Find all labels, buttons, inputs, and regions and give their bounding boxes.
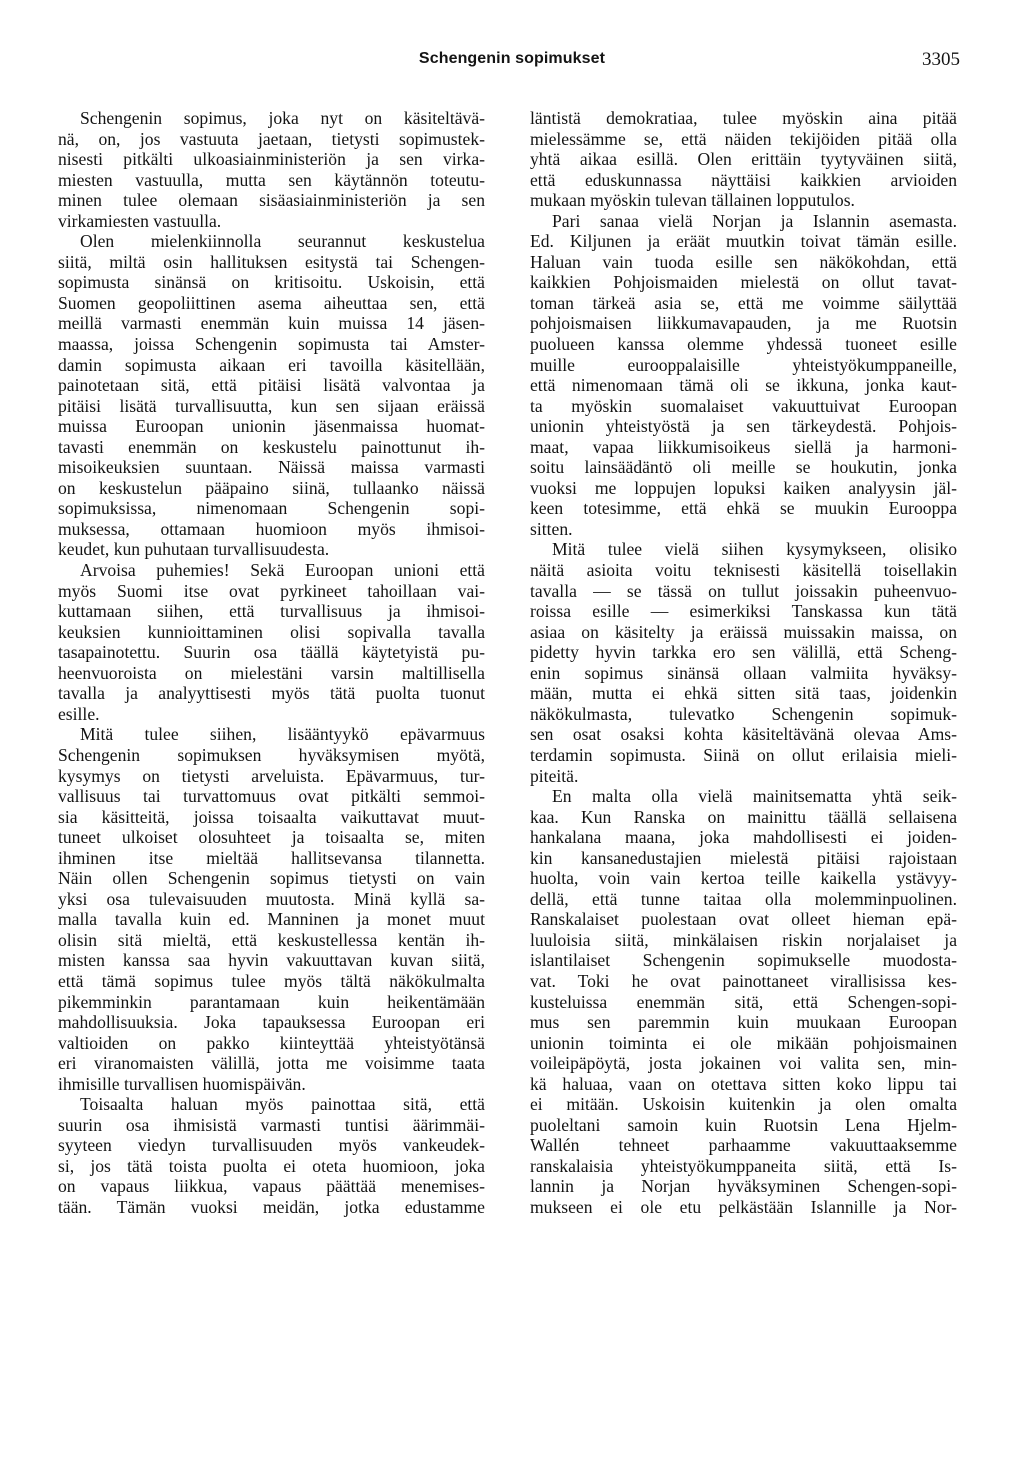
left-column-line: virkamiesten vastuulla. [58, 210, 222, 231]
right-text-column [530, 108, 957, 1218]
left-column-line: ihmisille turvallisen huomispäivän. [58, 1073, 306, 1094]
left-column-line: tavalla ja analyyttisesti myös tätä puolta tuonut [58, 683, 485, 704]
right-column-line: islantilaiset Schengenin sopimukselle muodosta- [530, 950, 957, 971]
right-column-line: Ed. Kiljunen ja eräät muutkin toivat tämän esille. [530, 231, 957, 252]
right-column-line: dellä, että tunne taitaa olla molemminpuolinen. [530, 888, 957, 909]
right-column-line: Ranskalaiset puolestaan ovat olleet hieman epä- [530, 909, 957, 930]
right-column-line: ranskalaisia yhteistyökumppaneita siitä, että Is- [530, 1155, 957, 1176]
right-column-line: pidetty hyvin tarkka ero sen välillä, että Scheng- [530, 642, 957, 663]
left-column-line: keudet, kun puhutaan turvallisuudesta. [58, 539, 330, 560]
right-column-line: hankalana maana, joka mahdollisesti ei joiden- [530, 827, 957, 848]
left-column-line: nisesti pitkälti ulkoasiainministeriön ja sen virka- [58, 149, 485, 170]
left-column-line: eri viranomaisten välillä, jotta me voisimme taata [58, 1053, 485, 1074]
left-column-line: maassa, joissa Schengenin sopimusta tai Amster- [58, 334, 485, 355]
left-column-line: Olen mielenkiinnolla seurannut keskustelua [80, 231, 485, 252]
right-column-line: toman tärkeä asia se, että me voimme säilyttää [530, 292, 957, 313]
right-column-line: Pari sanaa vielä Norjan ja Islannin asemasta. [552, 210, 957, 231]
left-column-line: Arvoisa puhemies! Sekä Euroopan unioni että [80, 560, 485, 581]
right-column-line: kaikkien Pohjoismaiden mielestä on ollut tavat- [530, 272, 957, 293]
left-column-line: pitäisi lisätä turvallisuutta, kun sen sijaan eräissä [58, 395, 485, 416]
left-column-line: yksi osa tulevaisuuden muutosta. Minä kyllä sa- [58, 888, 485, 909]
right-column-line: sitten. [530, 518, 573, 539]
right-column-line: unionin yhteistyöstä ja sen tärkeydestä. Pohjois- [530, 416, 957, 437]
right-column-line: mukseen ei ole etu pelkästään Islannille ja Nor- [530, 1196, 957, 1217]
left-column-line: malla tavalla kuin ed. Manninen ja monet muut [58, 909, 485, 930]
left-column-line: kysymys on tietysti arveluista. Epävarmuus, tur- [58, 765, 485, 786]
left-column-line: tasapainotettu. Suurin osa täällä käytetyistä pu- [58, 642, 485, 663]
left-column-line: ihminen itse mieltää hallitsevansa tilannetta. [58, 847, 485, 868]
right-column-line: vat. Toki he ovat painottaneet virallisissa kes- [530, 970, 957, 991]
right-column-line: soitu lainsäädäntö oli meille se houkutin, jonka [530, 457, 957, 478]
right-column-line: että nimenomaan tämä oli se ikkuna, jonka kaut- [530, 375, 957, 396]
left-column-line: keuksien kunnioittaminen olisi sopivalla tavalla [58, 621, 485, 642]
left-column-line: että tämä sopimus tulee myös tältä näkökulmalta [58, 970, 485, 991]
left-column-line: damin sopimusta aikaan eri tavoilla käsitellään, [58, 354, 485, 375]
right-column-line: puoleltani samoin kuin Ruotsin Lena Hjelm- [530, 1114, 957, 1135]
left-text-column [58, 108, 485, 1218]
right-column-line: ei mitään. Uskoisin kuitenkin ja olen omalta [530, 1094, 957, 1115]
left-column-line: Schengenin sopimus, joka nyt on käsiteltävä- [80, 108, 485, 128]
left-column-line: nä, on, jos vastuuta jaetaan, tietysti sopimustek- [58, 128, 485, 149]
left-column-line: Schengenin sopimuksen hyväksymisen myötä, [58, 744, 485, 765]
left-column-line: siitä, miltä osin hallituksen esitystä tai Schengen- [58, 251, 485, 272]
right-column-line: ta myöskin suomalaiset vakuuttuivat Euroopan [530, 395, 957, 416]
page-number: 3305 [922, 49, 960, 70]
right-column-line: kä haluaa, vaan on otettava sitten koko lippu tai [530, 1073, 957, 1094]
left-column-line: tään. Tämän vuoksi meidän, jotka edustamme [58, 1196, 485, 1217]
right-column-line: enin sopimus sinänsä ollaan valmiita hyväksy- [530, 662, 957, 683]
right-column-line: mielessämme se, että näiden tekijöiden pitää olla [530, 128, 957, 149]
right-column-line: kaa. Kun Ranska on mainittu täällä sellaisena [530, 806, 957, 827]
left-column-line: tuneet ulkoiset olosuhteet ja toisaalta se, miten [58, 827, 485, 848]
left-column-line: muissa Euroopan unionin jäsenmaissa huomat- [58, 416, 485, 437]
left-column-line: minen tulee olemaan sisäasiainministeriön ja sen [58, 190, 485, 211]
right-column-line: mus sen paremmin kuin muukaan Euroopan [530, 1012, 957, 1033]
right-column-line: että eduskunnassa näyttäisi kaikkien arvioiden [530, 169, 957, 190]
left-column-line: myös Suomi itse ovat pyrkineet tahoillaan vai- [58, 580, 485, 601]
left-column-line: heenvuoroista on mielestäni varsin maltillisella [58, 662, 485, 683]
left-column-line: meillä varmasti enemmän kuin muissa 14 jäsen- [58, 313, 485, 334]
right-column-line: puolueen kanssa olemme yhdessä tuoneet esille [530, 334, 957, 355]
right-column-line: roissa esille — esimerkiksi Tanskassa kun tätä [530, 601, 957, 622]
right-column-line: läntistä demokratiaa, tulee myöskin aina pitää [530, 108, 957, 128]
right-column-line: näitä asioita voitu teknisesti käsitellä toisellakin [530, 560, 957, 581]
left-column-line: on keskustelun pääpaino siinä, tullaanko näissä [58, 477, 485, 498]
right-column-line: yhtä aikaa esillä. Olen erittäin tyytyväinen siitä, [530, 149, 957, 170]
right-column-line: terdamin sopimusta. Siinä on ollut erilaisia mieli- [530, 744, 957, 765]
right-column-line: voileipäpöytä, josta jokainen voi valita sen, min- [530, 1053, 957, 1074]
left-column-line: kuttamaan siihen, että turvallisuus ja ihmisoi- [58, 601, 485, 622]
left-column-line: Mitä tulee siihen, lisääntyykö epävarmuus [80, 724, 485, 745]
left-column-line: miesten vastuulla, mutta sen käytännön toteutu- [58, 169, 485, 190]
right-column-line: keen totesimme, että ehkä se muukin Eurooppa [530, 498, 957, 519]
right-column-line: asiaa on käsitelty ja eräissä muissakin maissa, on [530, 621, 957, 642]
right-column-line: En malta olla vielä mainitsematta yhtä seik- [552, 786, 957, 807]
left-column-line: suurin osa ihmisistä varmasti tuntisi äärimmäi- [58, 1114, 485, 1135]
left-column-line: Näin ollen Schengenin sopimus tietysti on vain [58, 868, 485, 889]
left-column-line: Suomen geopoliittinen asema aiheuttaa sen, että [58, 292, 485, 313]
right-column-line: muille eurooppalaisille yhteistyökumppaneille, [530, 354, 957, 375]
right-column-line: lannin ja Norjan hyväksyminen Schengen-sopi- [530, 1176, 957, 1197]
left-column-line: syyteen viedyn turvallisuuden myös vankeudek- [58, 1135, 485, 1156]
right-column-line: kin kansanedustajien mielestä pitäisi rajoistaan [530, 847, 957, 868]
left-column-line: muksessa, ottamaan huomioon myös ihmisoi- [58, 518, 485, 539]
right-column-line: Mitä tulee vielä siihen kysymykseen, olisiko [552, 539, 957, 560]
right-column-line: sen osat osaksi kohta käsiteltävänä olevaa Ams- [530, 724, 957, 745]
left-column-line: misoikeuksien suuntaan. Näissä maissa varmasti [58, 457, 485, 478]
left-column-line: valtioiden on pakko kiinteyttää yhteistyötänsä [58, 1032, 485, 1053]
left-column-line: tavasti enemmän on keskustelu painottunut ih- [58, 436, 485, 457]
right-column-line: piteitä. [530, 765, 579, 786]
left-column-line: mahdollisuuksia. Joka tapauksessa Euroopan eri [58, 1012, 485, 1033]
left-column-line: misten kanssa saa hyvin vakuuttavan kuvan siitä, [58, 950, 485, 971]
right-column-line: mukaan myöskin tulevan tällainen lopputulos. [530, 190, 855, 211]
right-column-line: luuloisia siitä, minkälaisen riskin norjalaiset ja [530, 929, 957, 950]
right-column-line: vuoksi me loppujen lopuksi kaiken analyysin jäl- [530, 477, 957, 498]
left-column-line: painotetaan sitä, että pitäisi lisätä valvontaa ja [58, 375, 485, 396]
left-column-line: vallisuus tai turvattomuus ovat pitkälti semmoi- [58, 786, 485, 807]
right-column-line: näkökulmasta, tulevatko Schengenin sopimuk- [530, 703, 957, 724]
left-column-line: pikemminkin parantamaan kuin heikentämään [58, 991, 485, 1012]
left-column-line: sopimusta sinänsä on kritisoitu. Uskoisin, että [58, 272, 485, 293]
right-column-line: mään, mutta ei ehkä sitten sitä taas, joidenkin [530, 683, 957, 704]
left-column-line: on vapaus liikkua, vapaus päättää menemises- [58, 1176, 485, 1197]
right-column-line: tavalla — se tässä on tullut joissakin puheenvuo- [530, 580, 957, 601]
left-column-line: Toisaalta haluan myös painottaa sitä, että [80, 1094, 485, 1115]
right-column-line: Haluan vain tuoda esille sen näkökohdan, että [530, 251, 957, 272]
right-column-line: Wallén tehneet parhaamme vakuuttaaksemme [530, 1135, 957, 1156]
running-header-title: Schengenin sopimukset [418, 50, 606, 67]
right-column-line: unionin toiminta ei ole mikään pohjoismainen [530, 1032, 957, 1053]
left-column-line: olisin sitä mieltä, että keskustellessa kentän ih- [58, 929, 485, 950]
right-column-line: maat, vapaa liikkumisoikeus siellä ja harmoni- [530, 436, 957, 457]
left-column-line: si, jos tätä toista puolta ei oteta huomioon, joka [58, 1155, 485, 1176]
right-column-line: kusteluissa enemmän sitä, että Schengen-sopi- [530, 991, 957, 1012]
left-column-line: sopimuksissa, nimenomaan Schengenin sopi- [58, 498, 485, 519]
right-column-line: huolta, voin vain kertoa teille kaikella ystävyy- [530, 868, 957, 889]
right-column-line: pohjoismaisen liikkumavapauden, ja me Ruotsin [530, 313, 957, 334]
left-column-line: sia käsitteitä, joissa toisaalta vaikuttavat muut- [58, 806, 485, 827]
left-column-line: esille. [58, 703, 100, 724]
